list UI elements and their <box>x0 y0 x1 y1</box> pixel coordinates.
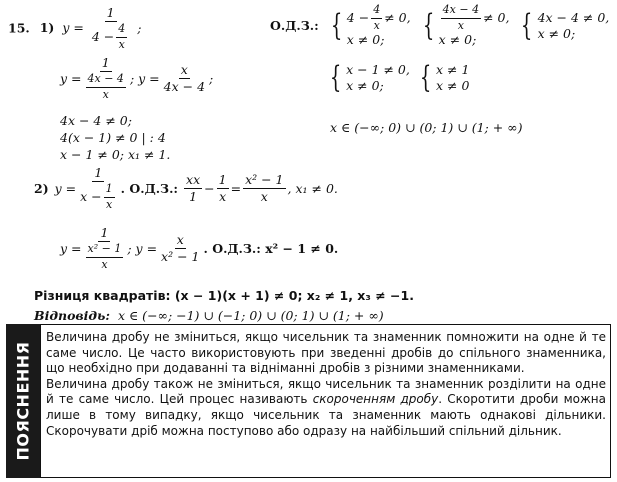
problem-1-line: 15. 1) y = 1 4 − $\frac{4}{x}$ ; <box>8 5 142 52</box>
part1-line-4: 4(x − 1) ≠ 0 | : 4 <box>60 130 166 145</box>
part1-line-3: 4x − 4 ≠ 0; <box>60 113 132 128</box>
explanation-side-label: ПОЯСНЕННЯ <box>13 341 33 461</box>
odz-system-3: { 4x − 4 ≠ 0, x ≠ 0; <box>521 7 610 43</box>
part1-fraction: 1 4 − $\frac{4}{x}$ <box>91 5 126 52</box>
part1-line-5: x − 1 ≠ 0; x₁ ≠ 1. <box>60 147 171 162</box>
problem-number: 15. <box>8 20 30 36</box>
odz-system-5: { x ≠ 1 x ≠ 0 <box>419 59 470 95</box>
odz-system-1: { 4 − $\frac{4}{x}$ ≠ 0, x ≠ 0; <box>330 3 411 48</box>
explanation-text <box>46 330 606 439</box>
odz-row-1 <box>270 4 609 48</box>
part1-label: 1) <box>39 20 55 36</box>
odz-label: О.Д.З.: <box>270 18 319 34</box>
explanation-paragraph-1: Величина дробу не зміниться, якщо чисельник та знаменник помножити на одне й те саме число. Це часто використовують при зведенні дробів до спільного знаменника, що необхідно при додаванні та відніманні дробів з різними знаменниками. <box>46 330 606 376</box>
part2-line-2: y = $\frac{1}{\frac{\text{x² − 1}}{x}}$ ; y = $\frac{x}{\text{x² − 1}}$ . О.Д.З.: x² − 1 ≠ 0. <box>60 225 339 272</box>
part2-label: 2) <box>34 181 49 197</box>
part1-lhs: y = <box>62 20 84 36</box>
part2-line-1: 2) y = 1 x − $\frac{1}{x}$ . О.Д.З.: $\frac{xx}{1}$ − $\frac{1}{x}$ = $\frac{\text{x² − 1}}{x}$ , x₁ ≠ 0. <box>34 165 338 212</box>
odz-row-2 <box>326 59 470 95</box>
explanation-paragraph-2: Величина дробу також не зміниться, якщо чисельник та знаменник розділити на одне й те саме число. Цей процес називають скороченням дробу. Скоротити дроби можна лише в тому випадку, якщо чисельник та знаменник мають однакові дільники. Скорочувати дріб можна поступово або одразу на найбільший спільний дільник. <box>46 376 607 438</box>
part2-difference: Різниця квадратів: (x − 1)(x + 1) ≠ 0; x₂ ≠ 1, x₃ ≠ −1. <box>34 288 414 303</box>
odz-system-4: { x − 1 ≠ 0, x ≠ 0; <box>329 59 410 95</box>
part1-domain: x ∈ (−∞; 0) ∪ (0; 1) ∪ (1; + ∞) <box>330 120 523 135</box>
odz-system-2: { $\frac{4x - 4}{x}$ ≠ 0, x ≠ 0; <box>422 3 510 48</box>
part2-answer: Відповідь: x ∈ (−∞; −1) ∪ (−1; 0) ∪ (0; 1) ∪ (1; + ∞) <box>34 308 384 323</box>
part1-line-2: y = $\frac{1}{\frac{4x - 4}{x}}$ ; y = $\frac{x}{4x - 4}$ ; <box>60 55 214 102</box>
